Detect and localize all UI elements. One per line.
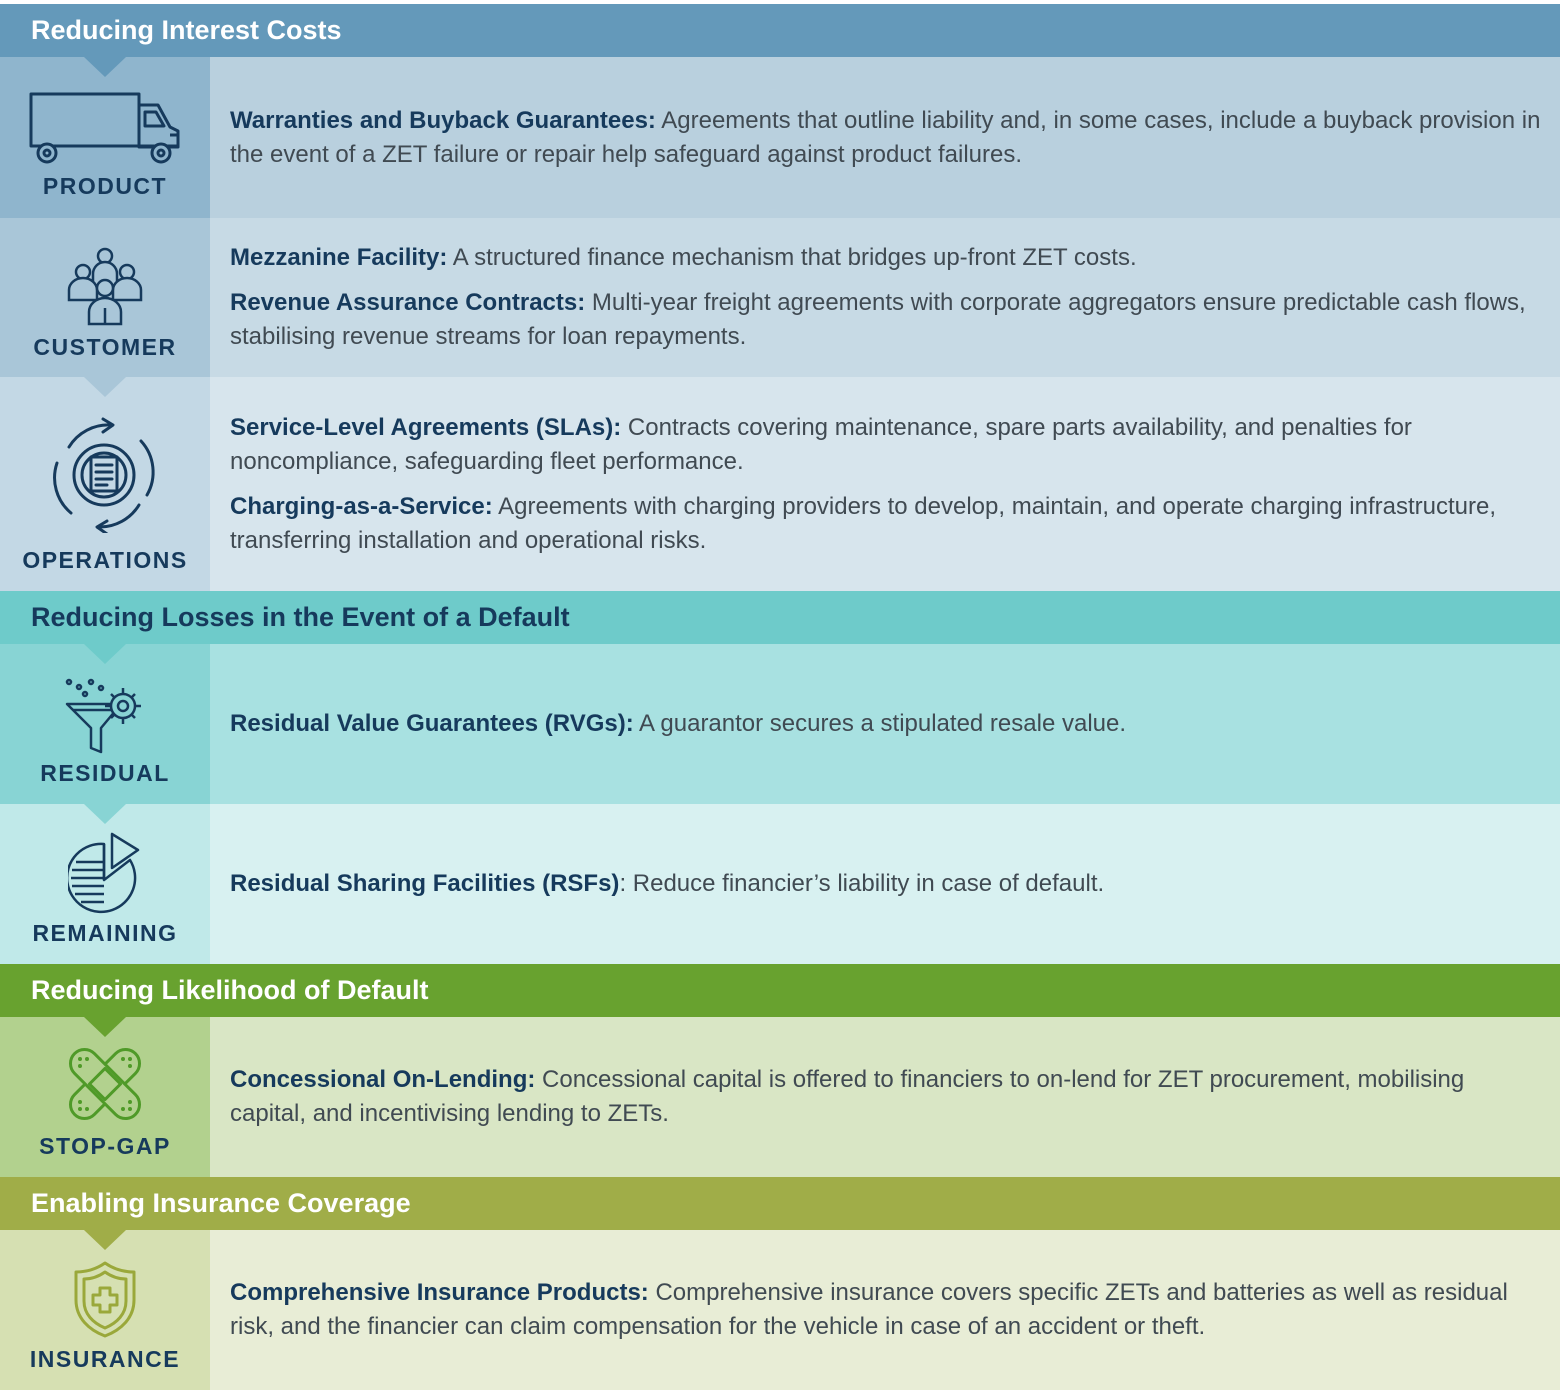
list-item: Mezzanine Facility: A structured finance mechanism that bridges up-front ZET costs. [230, 244, 1137, 271]
category-label-customer: CUSTOMER [33, 334, 177, 360]
list-item: Revenue Assurance Contracts: Multi-year freight agreements with corporate aggregators ensure predictable cash flows, stabilising revenue streams for loan repayments. [230, 289, 1526, 350]
row-text-residual [230, 644, 1542, 804]
truck-icon [28, 91, 182, 165]
list-item: Residual Sharing Facilities (RSFs): Reduce financier’s liability in case of default. [230, 870, 1105, 897]
row-stop-gap [0, 1017, 1560, 1177]
list-item: Warranties and Buyback Guarantees: Agreements that outline liability and, in some cases, include a buyback provision in the event of a ZET failure or repair help safeguard against product failures. [230, 106, 1541, 168]
category-label-insurance: INSURANCE [29, 1346, 181, 1372]
list-item: Charging-as-a-Service: Agreements with charging providers to develop, maintain, and operate charging infrastructure, transferring installation and operational risks. [230, 492, 1496, 554]
category-label-residual: RESIDUAL [40, 760, 170, 786]
section-header-likelihood-default: Reducing Likelihood of Default [0, 964, 1560, 1017]
category-label-remaining: REMAINING [32, 920, 178, 946]
row-remaining [0, 804, 1560, 964]
category-label-product: PRODUCT [42, 173, 168, 199]
row-residual [0, 644, 1560, 804]
bandage-icon [60, 1039, 150, 1129]
row-text-product [230, 57, 1542, 218]
row-operations [0, 377, 1560, 591]
section-header-losses-default: Reducing Losses in the Event of a Default [0, 591, 1560, 644]
section-header-interest-costs: Reducing Interest Costs [0, 4, 1560, 57]
row-text-stop-gap [230, 1017, 1542, 1177]
list-item: Residual Value Guarantees (RVGs): A guarantor secures a stipulated resale value. [230, 710, 1127, 737]
row-text-remaining [230, 804, 1542, 964]
row-insurance [0, 1230, 1560, 1390]
category-label-operations: OPERATIONS [22, 547, 188, 573]
gear-document-cycle-icon [49, 417, 161, 533]
shield-cross-icon [73, 1260, 137, 1338]
section-header-insurance-coverage: Enabling Insurance Coverage [0, 1177, 1560, 1230]
row-text-insurance [230, 1230, 1542, 1390]
row-customer [0, 218, 1560, 377]
list-item: Comprehensive Insurance Products: Comprehensive insurance covers specific ZETs and batteries as well as residual risk, and the financier can claim compensation for the vehicle in case of an accident or theft. [230, 1279, 1508, 1340]
list-item: Service-Level Agreements (SLAs): Contracts covering maintenance, spare parts availability, and penalties for noncompliance, safeguarding fleet performance. [230, 413, 1412, 475]
funnel-gear-icon [65, 678, 145, 756]
pie-chart-icon [68, 832, 142, 914]
row-text-customer [230, 218, 1542, 377]
row-product [0, 57, 1560, 218]
list-item: Concessional On-Lending: Concessional capital is offered to financiers to on-lend for ZET procurement, mobilising capital, and incentivising lending to ZETs. [230, 1066, 1465, 1127]
people-group-icon [63, 246, 147, 330]
row-text-operations [230, 377, 1542, 591]
category-label-stop-gap: STOP-GAP [39, 1133, 171, 1159]
